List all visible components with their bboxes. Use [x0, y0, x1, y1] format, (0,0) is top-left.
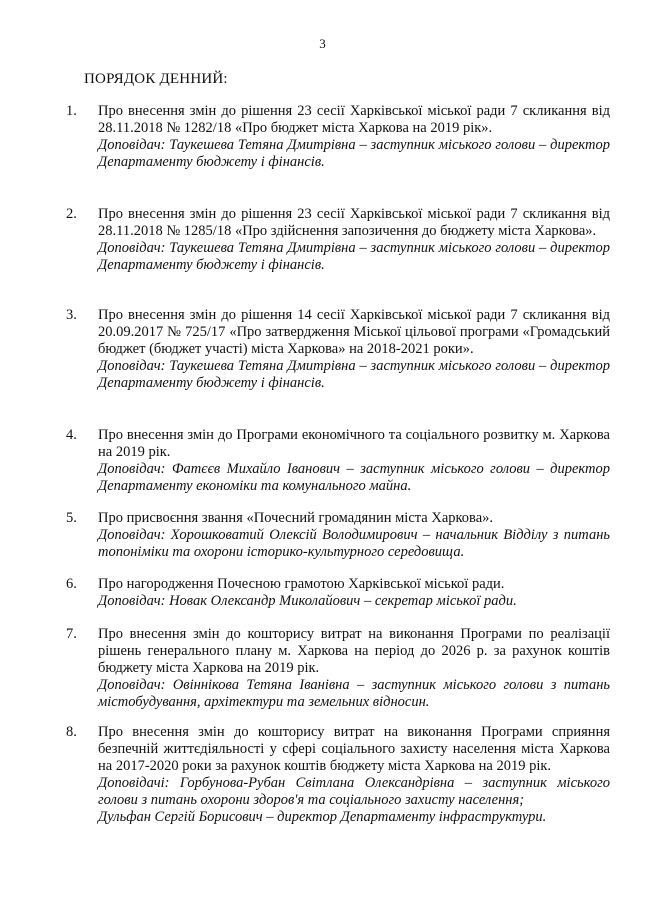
- item-speaker: Доповідач: Новак Олександр Миколайович – секретар міської ради.: [98, 593, 517, 609]
- item-body: [98, 724, 610, 826]
- item-title: Про нагородження Почесною грамотою Харківської міської ради.: [98, 576, 505, 592]
- item-title: Про присвоєння звання «Почесний громадянин міста Харкова».: [98, 510, 494, 526]
- item-number: 6.: [66, 576, 77, 592]
- item-speaker-secondary: Дульфан Сергій Борисович – директор Департаменту інфраструктури.: [98, 809, 547, 825]
- item-body: [98, 206, 610, 274]
- item-body: [98, 510, 610, 561]
- item-title: Про внесення змін до рішення 23 сесії Харківської міської ради 7 скликання від 28.11.2018 № 1282/18 «Про бюджет міста Харкова на 2019 рік».: [98, 103, 610, 136]
- item-title: Про внесення змін до Програми економічного та соціального розвитку м. Харкова на 2019 рік.: [98, 427, 610, 460]
- item-body: [98, 626, 610, 711]
- item-number: 5.: [66, 510, 77, 526]
- item-number: 7.: [66, 626, 77, 642]
- item-number: 3.: [66, 307, 77, 323]
- item-speaker: Доповідачі: Горбунова-Рубан Світлана Олександрівна – заступник міського голови з питань охорони здоров'я та соціального захисту населення;: [98, 775, 610, 808]
- item-speaker: Доповідач: Хорошковатий Олексій Володимирович – начальник Відділу з питань топоніміки та охорони історико-культурного середовища.: [98, 527, 610, 560]
- item-number: 2.: [66, 206, 77, 222]
- item-number: 1.: [66, 103, 77, 119]
- item-body: [98, 307, 610, 392]
- item-title: Про внесення змін до рішення 14 сесії Харківської міської ради 7 скликання від 20.09.2017 № 725/17 «Про затвердження Міської цільової програми «Громадський бюджет (бюджет участі) міста Харкова» на 2018-2021 роки».: [98, 307, 610, 357]
- item-title: Про внесення змін до кошторису витрат на виконання Програми по реалізації рішень генерального плану м. Харкова на період до 2026 р. за рахунок коштів бюджету міста Харкова на 2019 рік.: [98, 626, 610, 676]
- item-speaker: Доповідач: Фатєєв Михайло Іванович – заступник міського голови – директор Департаменту економіки та комунального майна.: [98, 461, 610, 494]
- agenda-heading: ПОРЯДОК ДЕННИЙ:: [84, 71, 228, 87]
- item-speaker: Доповідач: Таукешева Тетяна Дмитрівна – заступник міського голови – директор Департаменту бюджету і фінансів.: [98, 240, 610, 273]
- item-body: [98, 103, 610, 171]
- item-title: Про внесення змін до кошторису витрат на виконання Програми сприяння безпечній життєдіяльності у сфері соціального захисту населення міста Харкова на 2017-2020 роки за рахунок коштів бюджету міста Харкова на 2019 рік.: [98, 724, 610, 774]
- item-body: [98, 576, 610, 610]
- item-speaker: Доповідач: Таукешева Тетяна Дмитрівна – заступник міського голови – директор Департаменту бюджету і фінансів.: [98, 358, 610, 391]
- item-number: 8.: [66, 724, 77, 740]
- item-body: [98, 427, 610, 495]
- item-speaker: Доповідач: Овіннікова Тетяна Іванівна – заступник міського голови з питань містобудування, архітектури та земельних відносин.: [98, 677, 610, 710]
- page-number: 3: [319, 36, 326, 51]
- item-number: 4.: [66, 427, 77, 443]
- item-title: Про внесення змін до рішення 23 сесії Харківської міської ради 7 скликання від 28.11.2018 № 1285/18 «Про здійснення запозичення до бюджету міста Харкова».: [98, 206, 610, 239]
- item-speaker: Доповідач: Таукешева Тетяна Дмитрівна – заступник міського голови – директор Департаменту бюджету і фінансів.: [98, 137, 610, 170]
